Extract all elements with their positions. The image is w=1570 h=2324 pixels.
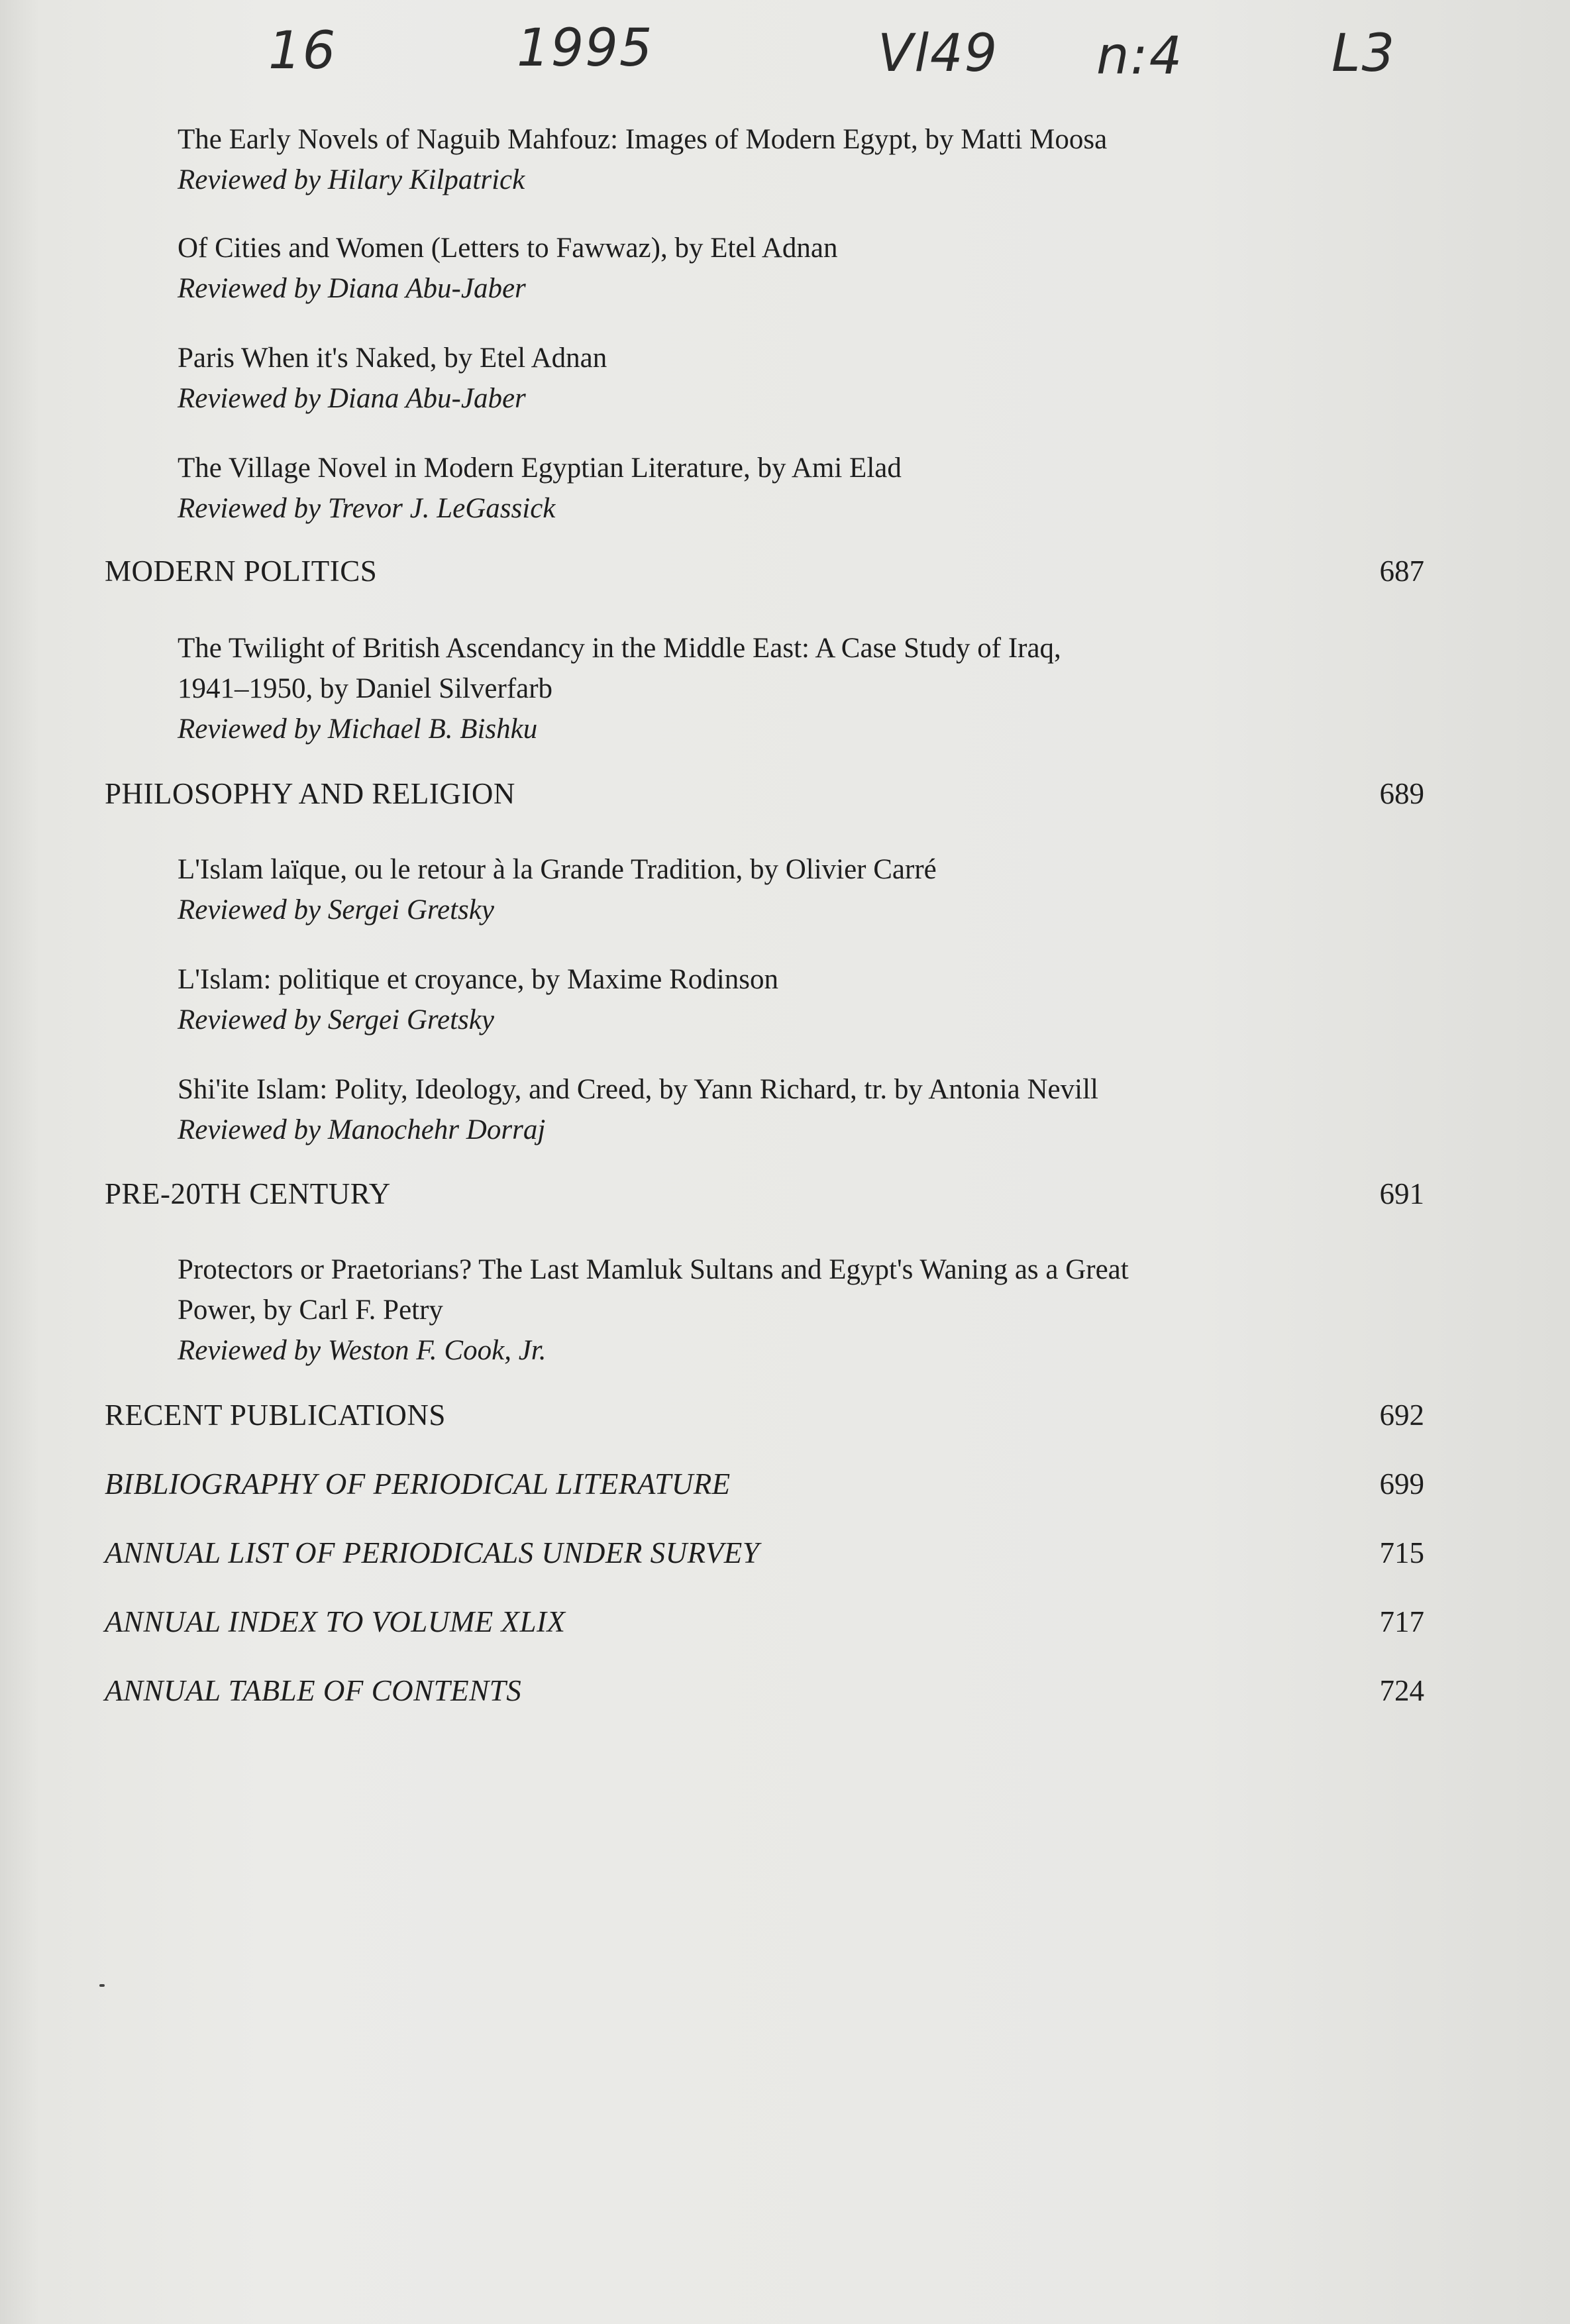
entry-title: Of Cities and Women (Letters to Fawwaz), by Etel Adnan xyxy=(178,233,838,264)
section-philosophy-religion xyxy=(105,776,1424,811)
section-annual-table xyxy=(105,1673,1424,1708)
section-recent-publications xyxy=(105,1398,1424,1432)
section-heading: ANNUAL LIST OF PERIODICALS UNDER SURVEY xyxy=(105,1536,760,1569)
entry-title: L'Islam: politique et croyance, by Maxime Rodinson xyxy=(178,964,778,995)
section-page-number: 689 xyxy=(1379,777,1424,810)
review-entry xyxy=(178,849,1304,930)
section-heading: RECENT PUBLICATIONS xyxy=(105,1399,446,1432)
handwritten-note-2: 1995 xyxy=(517,19,654,78)
review-entry xyxy=(178,1069,1304,1150)
review-entry xyxy=(178,1249,1304,1371)
entry-reviewer: Reviewed by Weston F. Cook, Jr. xyxy=(178,1335,547,1366)
section-heading: PHILOSOPHY AND RELIGION xyxy=(105,777,515,810)
entry-title: Shi'ite Islam: Polity, Ideology, and Creed, by Yann Richard, tr. by Antonia Nevill xyxy=(178,1074,1098,1105)
review-entry xyxy=(178,448,1304,529)
section-modern-politics xyxy=(105,554,1424,588)
review-entry xyxy=(178,228,1304,309)
review-entry xyxy=(178,959,1304,1040)
entry-title: The Early Novels of Naguib Mahfouz: Images of Modern Egypt, by Matti Moosa xyxy=(178,124,1108,155)
entry-reviewer: Reviewed by Diana Abu-Jaber xyxy=(178,383,526,414)
entry-title: The Village Novel in Modern Egyptian Literature, by Ami Elad xyxy=(178,452,902,484)
section-heading: MODERN POLITICS xyxy=(105,555,378,588)
section-annual-index xyxy=(105,1605,1424,1639)
entry-reviewer: Reviewed by Manochehr Dorraj xyxy=(178,1114,546,1145)
section-page-number: 717 xyxy=(1379,1605,1424,1638)
review-entry xyxy=(178,119,1304,200)
entry-title-line1: Protectors or Praetorians? The Last Mamluk Sultans and Egypt's Waning as a Great xyxy=(178,1254,1129,1285)
section-page-number: 691 xyxy=(1379,1177,1424,1210)
section-annual-list xyxy=(105,1536,1424,1570)
ink-speck xyxy=(99,1984,105,1987)
entry-title-line2: 1941–1950, by Daniel Silverfarb xyxy=(178,673,553,704)
review-entry xyxy=(178,338,1304,419)
entry-title: L'Islam laïque, ou le retour à la Grande Tradition, by Olivier Carré xyxy=(178,854,937,885)
entry-title: Paris When it's Naked, by Etel Adnan xyxy=(178,343,607,374)
entry-reviewer: Reviewed by Michael B. Bishku xyxy=(178,713,538,745)
entry-title-line2: Power, by Carl F. Petry xyxy=(178,1294,443,1326)
section-page-number: 724 xyxy=(1379,1674,1424,1707)
section-heading: ANNUAL INDEX TO VOLUME XLIX xyxy=(105,1605,566,1638)
handwritten-note-5: L3 xyxy=(1332,24,1396,83)
handwritten-note-3: Vl49 xyxy=(878,24,999,83)
section-heading: ANNUAL TABLE OF CONTENTS xyxy=(105,1674,522,1707)
entry-reviewer: Reviewed by Hilary Kilpatrick xyxy=(178,164,525,195)
section-heading: PRE-20TH CENTURY xyxy=(105,1177,391,1210)
entry-title-line1: The Twilight of British Ascendancy in the Middle East: A Case Study of Iraq, xyxy=(178,633,1061,664)
section-page-number: 687 xyxy=(1379,555,1424,588)
entry-reviewer: Reviewed by Sergei Gretsky xyxy=(178,894,494,925)
section-pre-20th-century xyxy=(105,1177,1424,1211)
handwritten-note-4: n:4 xyxy=(1096,26,1184,86)
handwritten-note-1: 16 xyxy=(268,21,337,81)
section-page-number: 715 xyxy=(1379,1536,1424,1569)
section-page-number: 699 xyxy=(1379,1467,1424,1501)
entry-reviewer: Reviewed by Sergei Gretsky xyxy=(178,1004,494,1035)
review-entry xyxy=(178,628,1304,749)
entry-reviewer: Reviewed by Trevor J. LeGassick xyxy=(178,493,556,524)
section-bibliography xyxy=(105,1467,1424,1501)
section-heading: BIBLIOGRAPHY OF PERIODICAL LITERATURE xyxy=(105,1467,731,1501)
section-page-number: 692 xyxy=(1379,1399,1424,1432)
entry-reviewer: Reviewed by Diana Abu-Jaber xyxy=(178,273,526,304)
